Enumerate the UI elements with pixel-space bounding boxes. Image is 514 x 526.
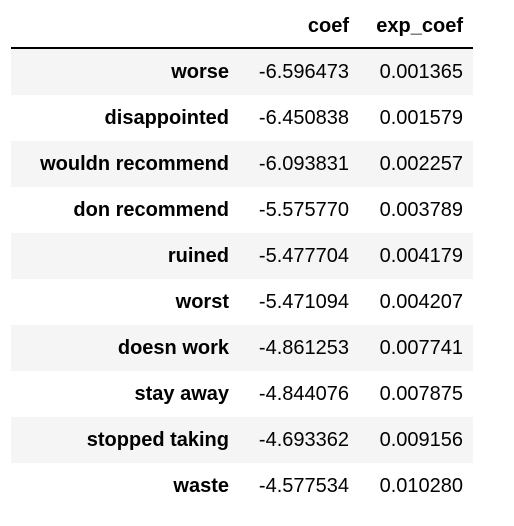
coef-cell: -6.450838 xyxy=(258,106,349,129)
column-header-exp-coef: exp_coef xyxy=(359,6,473,48)
dataframe-table xyxy=(11,6,473,509)
coef-cell: -4.577534 xyxy=(258,474,349,497)
coef-cell: -4.861253 xyxy=(258,336,349,359)
row-label: waste xyxy=(173,474,229,497)
table-row xyxy=(11,463,473,509)
coef-cell: -6.093831 xyxy=(258,152,349,175)
table-row xyxy=(11,325,473,371)
index-header xyxy=(11,6,239,48)
dataframe-table-container xyxy=(11,6,473,509)
row-label: worse xyxy=(171,60,229,83)
exp-coef-cell: 0.001579 xyxy=(379,106,463,129)
coef-cell: -5.471094 xyxy=(258,290,349,313)
exp-coef-cell: 0.001365 xyxy=(379,60,463,83)
row-label: disappointed xyxy=(104,106,229,129)
exp-coef-cell: 0.007741 xyxy=(379,336,463,359)
table-row xyxy=(11,417,473,463)
exp-coef-cell: 0.010280 xyxy=(379,474,463,497)
table-row xyxy=(11,95,473,141)
exp-coef-cell: 0.002257 xyxy=(379,152,463,175)
column-header-coef: coef xyxy=(239,6,359,48)
table-row xyxy=(11,233,473,279)
row-label: don recommend xyxy=(73,198,229,221)
exp-coef-cell: 0.007875 xyxy=(379,382,463,405)
row-label: wouldn recommend xyxy=(40,152,229,175)
table-row xyxy=(11,279,473,325)
row-label: worst xyxy=(175,290,229,313)
coef-cell: -4.844076 xyxy=(258,382,349,405)
table-row xyxy=(11,371,473,417)
exp-coef-cell: 0.004207 xyxy=(379,290,463,313)
coef-cell: -5.477704 xyxy=(258,244,349,267)
exp-coef-cell: 0.003789 xyxy=(379,198,463,221)
coef-cell: -6.596473 xyxy=(258,60,349,83)
table-header xyxy=(11,6,473,48)
coef-cell: -4.693362 xyxy=(258,428,349,451)
exp-coef-cell: 0.004179 xyxy=(379,244,463,267)
table-row xyxy=(11,141,473,187)
header-row xyxy=(11,6,473,48)
exp-coef-cell: 0.009156 xyxy=(379,428,463,451)
row-label: stopped taking xyxy=(86,428,229,451)
table-row xyxy=(11,48,473,95)
row-label: doesn work xyxy=(117,336,229,359)
table-body xyxy=(11,48,473,509)
coef-cell: -5.575770 xyxy=(258,198,349,221)
table-row xyxy=(11,187,473,233)
row-label: stay away xyxy=(134,382,229,405)
row-label: ruined xyxy=(167,244,229,267)
